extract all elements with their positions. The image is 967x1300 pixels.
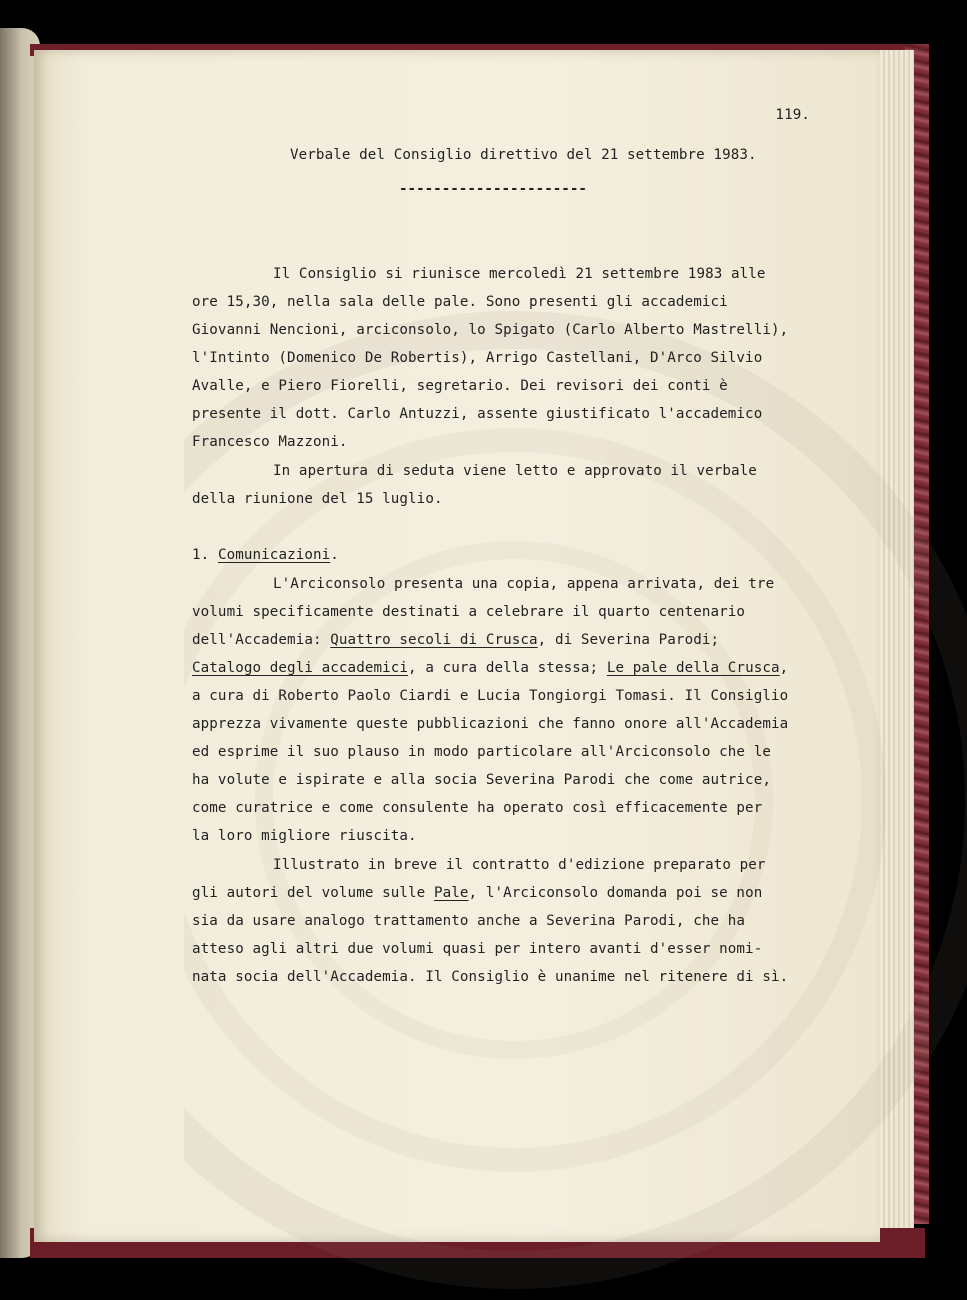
section-heading bbox=[192, 546, 339, 564]
text-segment: , bbox=[779, 660, 789, 676]
book-title-quattro-secoli: Quattro secoli di Crusca bbox=[330, 632, 538, 648]
title-rule: ---------------------- bbox=[399, 181, 587, 197]
section-title: Comunicazioni bbox=[217, 547, 331, 563]
document-title: Verbale del Consiglio direttivo del 21 settembre 1983. bbox=[290, 147, 757, 163]
paragraph4-line3: sia da usare analogo trattamento anche a Severina Parodi, che ha bbox=[192, 913, 746, 929]
text-segment: , l'Arciconsolo domanda poi se non bbox=[468, 885, 763, 901]
paragraph3-line8: ha volute e ispirate e alla socia Severina Parodi che come autrice, bbox=[192, 772, 771, 788]
paragraph3-line5: a cura di Roberto Paolo Ciardi e Lucia Tongiorgi Tomasi. Il Consiglio bbox=[192, 688, 789, 704]
paragraph1-line2: ore 15,30, nella sala delle pale. Sono presenti gli accademici bbox=[192, 294, 728, 310]
book-title-pale: Le pale della Crusca bbox=[606, 660, 780, 676]
page-number: 119. bbox=[775, 107, 810, 123]
paragraph3-line10: la loro migliore riuscita. bbox=[192, 828, 417, 844]
paragraph3-line3 bbox=[192, 631, 719, 649]
text-segment: , di Severina Parodi; bbox=[537, 632, 720, 648]
paragraph2-line1: In apertura di seduta viene letto e approvato il verbale bbox=[273, 463, 757, 479]
paragraph3-line1: L'Arciconsolo presenta una copia, appena arrivata, dei tre bbox=[273, 576, 775, 592]
paragraph3-line4 bbox=[192, 659, 788, 677]
paragraph3-line2: volumi specificamente destinati a celebrare il quarto centenario bbox=[192, 604, 746, 620]
section-period: . bbox=[330, 547, 339, 563]
paragraph1-line5: Avalle, e Piero Fiorelli, segretario. Dei revisori dei conti è bbox=[192, 378, 728, 394]
document-page bbox=[34, 50, 880, 1242]
paragraph4-line4: atteso agli altri due volumi quasi per intero avanti d'esser nomi- bbox=[192, 941, 763, 957]
paragraph1-line6: presente il dott. Carlo Antuzzi, assente giustificato l'accademico bbox=[192, 406, 763, 422]
paragraph3-line7: ed esprime il suo plauso in modo particolare all'Arciconsolo che le bbox=[192, 744, 771, 760]
book-title-catalogo: Catalogo degli accademici bbox=[192, 660, 409, 676]
text-segment: dell'Accademia: bbox=[192, 632, 331, 648]
paragraph3-line9: come curatrice e come consulente ha operato così efficacemente per bbox=[192, 800, 763, 816]
text-segment: gli autori del volume sulle bbox=[192, 885, 434, 901]
paragraph1-line7: Francesco Mazzoni. bbox=[192, 434, 348, 450]
paragraph1-line1: Il Consiglio si riunisce mercoledì 21 settembre 1983 alle bbox=[273, 266, 766, 282]
paragraph3-line6: apprezza vivamente queste pubblicazioni che fanno onore all'Accademia bbox=[192, 716, 789, 732]
paragraph2-line2: della riunione del 15 luglio. bbox=[192, 491, 443, 507]
paragraph4-line2 bbox=[192, 884, 762, 902]
paragraph1-line4: l'Intinto (Domenico De Robertis), Arrigo Castellani, D'Arco Silvio bbox=[192, 350, 763, 366]
paragraph1-line3: Giovanni Nencioni, arciconsolo, lo Spigato (Carlo Alberto Mastrelli), bbox=[192, 322, 789, 338]
book-title-pale-short: Pale bbox=[433, 885, 469, 901]
text-segment: , a cura della stessa; bbox=[408, 660, 607, 676]
paragraph4-line1: Illustrato in breve il contratto d'edizione preparato per bbox=[273, 857, 766, 873]
section-number: 1. bbox=[192, 547, 210, 563]
paragraph4-line5: nata socia dell'Accademia. Il Consiglio è unanime nel ritenere di sì. bbox=[192, 969, 789, 985]
